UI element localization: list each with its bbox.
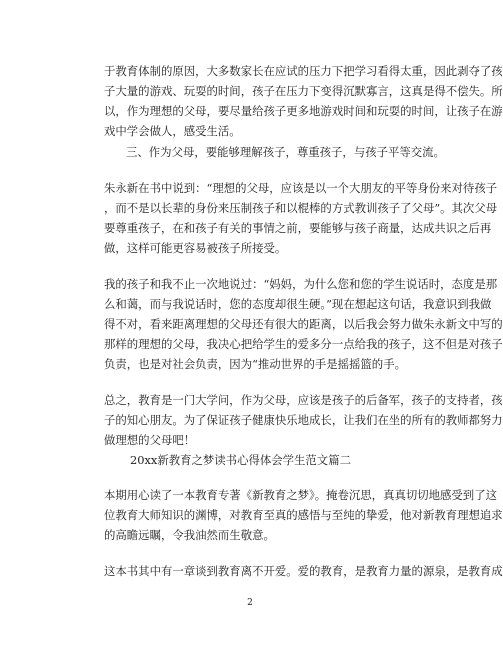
text-line: ，而不是以长辈的身份来压制孩子和以棍棒的方式教训孩子了父母”。其次父母	[104, 201, 498, 215]
article-title: 20xx新教育之梦读书心得体会学生范文篇二	[130, 453, 351, 467]
text-line: 子的知心朋友。为了保证孩子健康快乐地成长，让我们在坐的所有的教师都努力	[104, 413, 503, 427]
text-line: 朱永新在书中说到：“理想的父母，应该是以一个大朋友的平等身份来对待孩子	[104, 181, 498, 195]
text-line: 以，作为理想的父母，要尽量给孩子更多地游戏时间和玩耍的时间，让孩子在游	[104, 104, 503, 118]
text-line: 负责，也是对社会负责，因为“推动世界的手是摇摇篮的手。	[104, 357, 406, 371]
text-line: 的高瞻远瞩，令我油然而生敬意。	[104, 528, 275, 542]
text-line: 于教育体制的原因，大多数家长在应试的压力下把学习看得太重，因此剥夺了孩	[104, 64, 503, 78]
text-line: 总之，教育是一门大学问，作为父母，应该是孩子的后备军，孩子的支持者，孩	[104, 393, 503, 407]
text-line: 我的孩子和我不止一次地说过：“妈妈，为什么您和您的学生说话时，态度是那	[104, 277, 498, 291]
text-line: 这本书其中有一章谈到教育离不开爱。爱的教育，是教育力量的源泉，是教育成	[104, 564, 503, 578]
section-heading: 三、作为父母，要能够理解孩子，尊重孩子，与孩子平等交流。	[126, 145, 445, 159]
text-line: 位教育大师知识的渊博，对教育至真的感悟与至纯的挚爱，他对新教育理想追求	[104, 508, 503, 522]
text-line: 那样的理想的父母，我决心把给学生的爱多分一点给我的孩子，这不但是对孩子	[104, 337, 503, 351]
text-line: 么和蔼，而与我说话时，您的态度却很生硬。”现在想起这句话，我意识到我做	[104, 297, 492, 311]
text-line: 做，这样可能更容易被孩子所接受。	[104, 241, 287, 255]
text-line: 要尊重孩子，在和孩子有关的事情之前，要能够与孩子商量，达成共识之后再	[104, 221, 492, 235]
text-line: 戏中学会做人，感受生活。	[104, 124, 241, 138]
text-line: 做理想的父母吧！	[104, 433, 196, 447]
text-line: 得不对，看来距离理想的父母还有很大的距离，以后我会努力做朱永新文中写的	[104, 317, 503, 331]
page-number: 2	[247, 598, 253, 608]
text-line: 子大量的游戏、玩耍的时间，孩子在压力下变得沉默寡言，这真是得不偿失。所	[104, 84, 503, 98]
text-line: 本期用心读了一本教育专著《新教育之梦》。掩卷沉思，真真切切地感受到了这	[104, 488, 497, 502]
